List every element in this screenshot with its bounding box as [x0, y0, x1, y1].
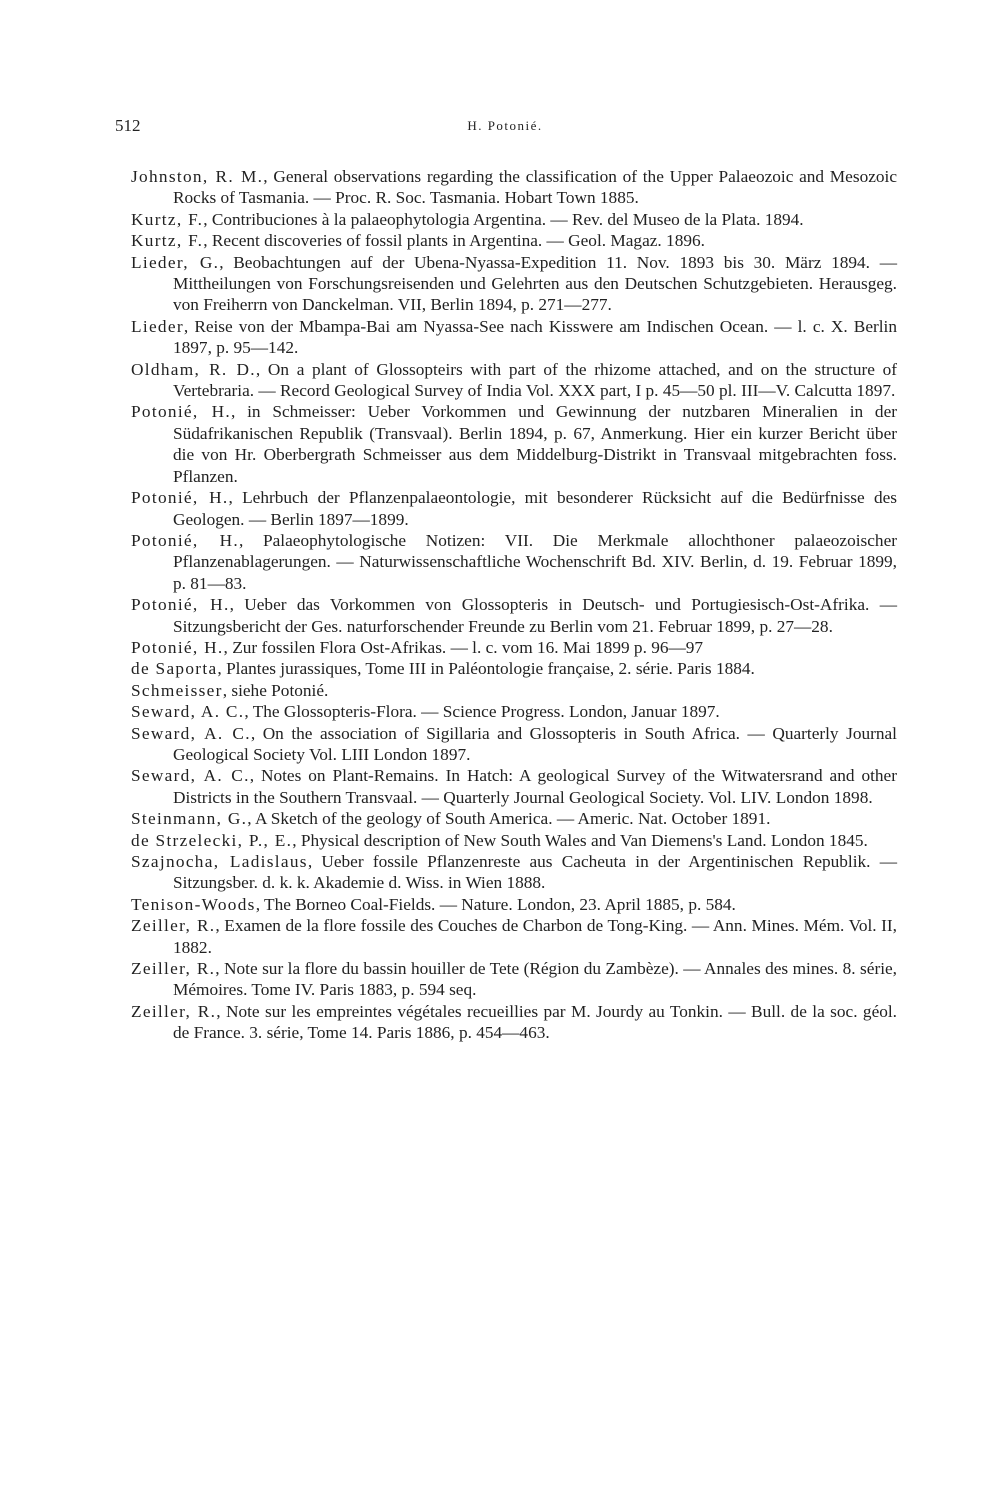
reference-entry [131, 209, 897, 230]
reference-author: Lieder [131, 316, 184, 336]
reference-entry [131, 765, 897, 808]
reference-author: Schmeisser [131, 680, 223, 700]
reference-entry [131, 894, 897, 915]
reference-entry [131, 1001, 897, 1044]
reference-text: , Beobachtungen auf der Ubena-Nyassa-Expedition 11. Nov. 1893 bis 30. März 1894. — Mittheilungen von Forschungsreisenden und Gelehrten aus den Deutschen Schutzgebieten. Herausgeg. von Freiherrn von Danckelman. VII, Berlin 1894, p. 271—277. [173, 252, 898, 315]
reference-author: Potonié, H. [131, 402, 232, 422]
reference-text: , On the association of Sigillaria and Glossopteris in South Africa. — Quarterly Journal Geological Society Vol. LIII London 1897. [173, 723, 897, 764]
reference-text: , Notes on Plant-Remains. In Hatch: A geological Survey of the Witwatersrand and other Districts in the Southern Transvaal. — Quarterly Journal Geological Society. Vol. LIV. London 1898. [173, 766, 897, 807]
running-head: H. Potonié. [467, 118, 543, 133]
reference-author: de Saporta [131, 659, 218, 679]
reference-author: de Strzelecki, P., E. [131, 830, 293, 850]
reference-author: Steinmann, G. [131, 809, 248, 829]
reference-entry [131, 851, 897, 894]
reference-entry [131, 359, 897, 402]
reference-entry [131, 401, 897, 487]
reference-author: Zeiller, R. [131, 1001, 217, 1021]
reference-text: , Recent discoveries of fossil plants in Argentina. — Geol. Magaz. 1896. [203, 231, 705, 251]
reference-author: Lieder, G. [131, 252, 220, 272]
reference-entry [131, 230, 897, 251]
reference-text: , Lehrbuch der Pflanzenpalaeontologie, mit besonderer Rücksicht auf die Bedürfnisse des Geologen. — Berlin 1897—1899. [173, 488, 898, 529]
reference-text: , Note sur la flore du bassin houiller de Tete (Région du Zambèze). — Annales des mines. 8. série, Mémoires. Tome IV. Paris 1883, p. 594 seq. [173, 959, 897, 1000]
reference-entry [131, 701, 897, 722]
reference-entry [131, 594, 897, 637]
reference-entry [131, 958, 897, 1001]
reference-entry [131, 723, 897, 766]
reference-text: , Ueber das Vorkommen von Glossopteris in Deutsch- und Portugiesisch-Ost-Afrika. — Sitzungsbericht der Ges. naturforschender Freunde zu Berlin vom 21. Februar 1899, p. 27—28. [173, 595, 897, 636]
reference-entry [131, 808, 897, 829]
reference-author: Potonié, H. [131, 530, 239, 550]
reference-entry [131, 830, 897, 851]
reference-entry [131, 637, 897, 658]
reference-entry [131, 316, 897, 359]
reference-text: , Reise von der Mbampa-Bai am Nyassa-See nach Kisswere am Indischen Ocean. — l. c. X. Berlin 1897, p. 95—142. [173, 316, 897, 358]
page-number: 512 [115, 116, 141, 135]
reference-text: , On a plant of Glossopteirs with part of the rhizome attached, and on the structure of Vertebraria. — Record Geological Survey of India Vol. XXX part, I p. 45—50 pl. III—V. Calcutta 1897. [173, 359, 897, 401]
reference-text: , Ueber fossile Pflanzenreste aus Cacheuta in der Argentinischen Republik. — Sitzungsber. d. k. k. Akademie d. Wiss. in Wien 1888. [173, 852, 898, 893]
reference-entry [131, 252, 897, 316]
reference-entry [131, 487, 897, 530]
reference-text: , Plantes jurassiques, Tome III in Paléontologie française, 2. série. Paris 1884. [217, 659, 755, 679]
reference-entry [131, 915, 897, 958]
reference-text: , A Sketch of the geology of South America. — Americ. Nat. October 1891. [247, 809, 771, 829]
reference-author: Seward, A. C. [131, 766, 250, 786]
reference-author: Kurtz, F. [131, 209, 204, 229]
reference-text: , The Borneo Coal-Fields. — Nature. London, 23. April 1885, p. 584. [255, 894, 736, 914]
reference-author: Oldham, R. D. [131, 359, 256, 379]
reference-author: Seward, A. C. [131, 702, 245, 722]
reference-author: Potonié, H. [131, 595, 230, 615]
reference-entry [131, 680, 897, 701]
reference-text: , Examen de la flore fossile des Couches de Charbon de Tong-King. — Ann. Mines. Mém. Vol. II, 1882. [173, 916, 898, 957]
reference-text: , siehe Potonié. [222, 680, 329, 700]
reference-author: Johnston, R. M. [131, 167, 264, 186]
reference-author: Seward, A. C. [131, 723, 251, 743]
reference-text: , General observations regarding the classification of the Upper Palaeozoic and Mesozoic Rocks of Tasmania. — Proc. R. Soc. Tasmania. Hobart Town 1885. [173, 167, 897, 208]
reference-text: , The Glossopteris-Flora. — Science Progress. London, Januar 1897. [244, 702, 720, 722]
reference-entry [131, 530, 897, 594]
reference-author: Zeiller, R. [131, 916, 216, 936]
reference-list [131, 166, 897, 1044]
page-header [115, 116, 895, 140]
reference-text: , in Schmeisser: Ueber Vorkommen und Gewinnung der nutzbaren Mineralien in der Südafrikanischen Republik (Transvaal). Berlin 1894, p. 67, Anmerkung. Hier ein kurzer Bericht über die von Hr. Oberbergrath Schmeisser aus dem Middelburg-Distrikt in Transvaal mitgebrachten foss. Pflanzen. [173, 402, 897, 486]
reference-text: , Physical description of New South Wales and Van Diemens's Land. London 1845. [292, 830, 868, 850]
reference-author: Potonié, H. [131, 488, 229, 508]
reference-author: Zeiller, R. [131, 959, 216, 979]
reference-author: Kurtz, F. [131, 231, 204, 251]
reference-text: , Palaeophytologische Notizen: VII. Die Merkmale allochthoner palaeozoischer Pflanzenablagerungen. — Naturwissenschaftliche Wochenschrift Bd. XIV. Berlin, d. 19. Februar 1899, p. 81—83. [173, 530, 897, 593]
reference-text: , Zur fossilen Flora Ost-Afrikas. — l. c. vom 16. Mai 1899 p. 96—97 [223, 637, 704, 657]
reference-author: Potonié, H. [131, 637, 224, 657]
reference-author: Tenison-Woods [131, 894, 256, 914]
reference-author: Szajnocha, Ladislaus [131, 852, 308, 871]
reference-entry [131, 166, 897, 209]
reference-text: , Contribuciones à la palaeophytologia Argentina. — Rev. del Museo de la Plata. 1894. [203, 209, 804, 229]
reference-entry [131, 658, 897, 679]
reference-text: , Note sur les empreintes végétales recueillies par M. Jourdy au Tonkin. — Bull. de la soc. géol. de France. 3. série, Tome 14. Paris 1886, p. 454—463. [173, 1001, 897, 1043]
